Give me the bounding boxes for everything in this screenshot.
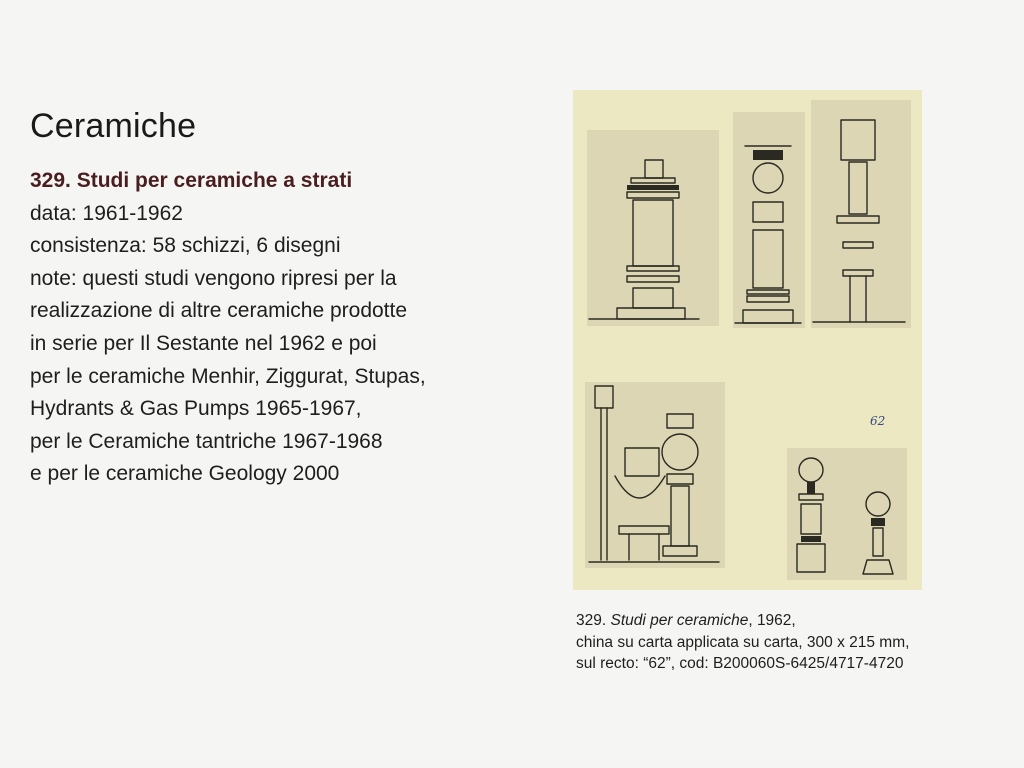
caption-code: sul recto: “62”, cod: B200060S-6425/4717-4720 — [576, 655, 904, 672]
entry-note-line: note: questi studi vengono ripresi per la — [30, 266, 397, 290]
caption-year: , 1962, — [748, 612, 796, 629]
caption-line-1 — [576, 610, 1016, 632]
section-title: Ceramiche — [30, 106, 197, 145]
figure-caption — [576, 610, 1016, 675]
sketch-plate-image — [573, 90, 922, 590]
entry-note-line: per le ceramiche Menhir, Ziggurat, Stupas, — [30, 364, 426, 388]
handwritten-note: 62 — [870, 414, 886, 428]
caption-technique: china su carta applicata su carta, 300 x 215 mm, — [576, 633, 910, 651]
entry-note-line: in serie per Il Sestante nel 1962 e poi — [30, 331, 377, 355]
entry-note-line: Hydrants & Gas Pumps 1965-1967, — [30, 397, 362, 421]
ceramic-sketches-drawing — [573, 90, 922, 590]
caption-title: Studi per ceramiche — [610, 612, 749, 629]
entry-note-line: per le Ceramiche tantriche 1967-1968 — [30, 429, 383, 453]
catalog-entry — [30, 165, 550, 491]
entry-note-line: realizzazione di altre ceramiche prodotte — [30, 299, 408, 323]
entry-consistency: consistenza: 58 schizzi, 6 disegni — [30, 234, 341, 258]
entry-title: 329. Studi per ceramiche a strati — [30, 169, 353, 192]
entry-note-line: e per le ceramiche Geology 2000 — [30, 462, 340, 486]
caption-number: 329. — [576, 612, 607, 629]
entry-date: data: 1961-1962 — [30, 201, 183, 225]
sketch-sheet — [585, 382, 725, 568]
